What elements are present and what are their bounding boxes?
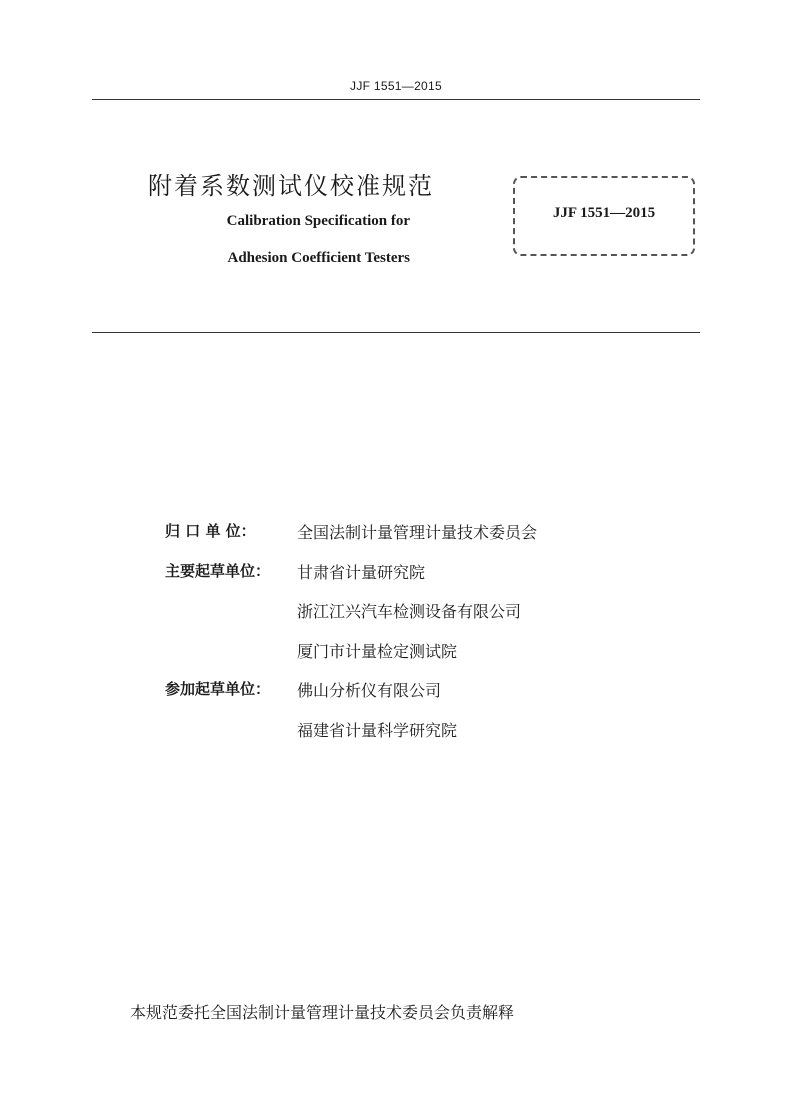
specification-code: JJF 1551—2015	[552, 205, 656, 221]
title-divider	[92, 332, 700, 333]
main-drafting-unit-row	[165, 639, 705, 679]
document-title-chinese: 附着系数测试仪校准规范	[148, 172, 434, 200]
document-title-english-line1: Calibration Specification for	[226, 213, 410, 229]
main-drafting-unit-value: 甘肃省计量研究院	[297, 562, 426, 582]
participating-unit-row	[165, 718, 705, 758]
responsible-unit-row	[165, 520, 705, 560]
header-divider	[92, 99, 700, 100]
interpretation-note: 本规范委托全国法制计量管理计量技术委员会负责解释	[130, 1003, 515, 1022]
running-header-code: JJF 1551—2015	[350, 79, 442, 93]
document-title-english-line2: Adhesion Coefficient Testers	[227, 250, 410, 266]
participating-unit-value: 佛山分析仪有限公司	[297, 681, 442, 700]
main-drafting-unit-row	[165, 599, 705, 639]
main-drafting-unit-row	[165, 560, 705, 600]
participating-unit-row	[165, 678, 705, 718]
main-drafting-unit-value: 浙江江兴汽车检测设备有限公司	[297, 602, 522, 621]
responsible-unit-label: 归 口 单 位：	[165, 522, 256, 540]
participating-unit-value: 福建省计量科学研究院	[297, 720, 458, 740]
drafting-units-section	[165, 520, 705, 757]
main-drafting-unit-value: 厦门市计量检定测试院	[297, 641, 458, 661]
responsible-unit-value: 全国法制计量管理计量技术委员会	[297, 523, 538, 542]
participating-unit-label: 参加起草单位：	[165, 680, 271, 698]
main-drafting-unit-label: 主要起草单位：	[165, 561, 271, 580]
